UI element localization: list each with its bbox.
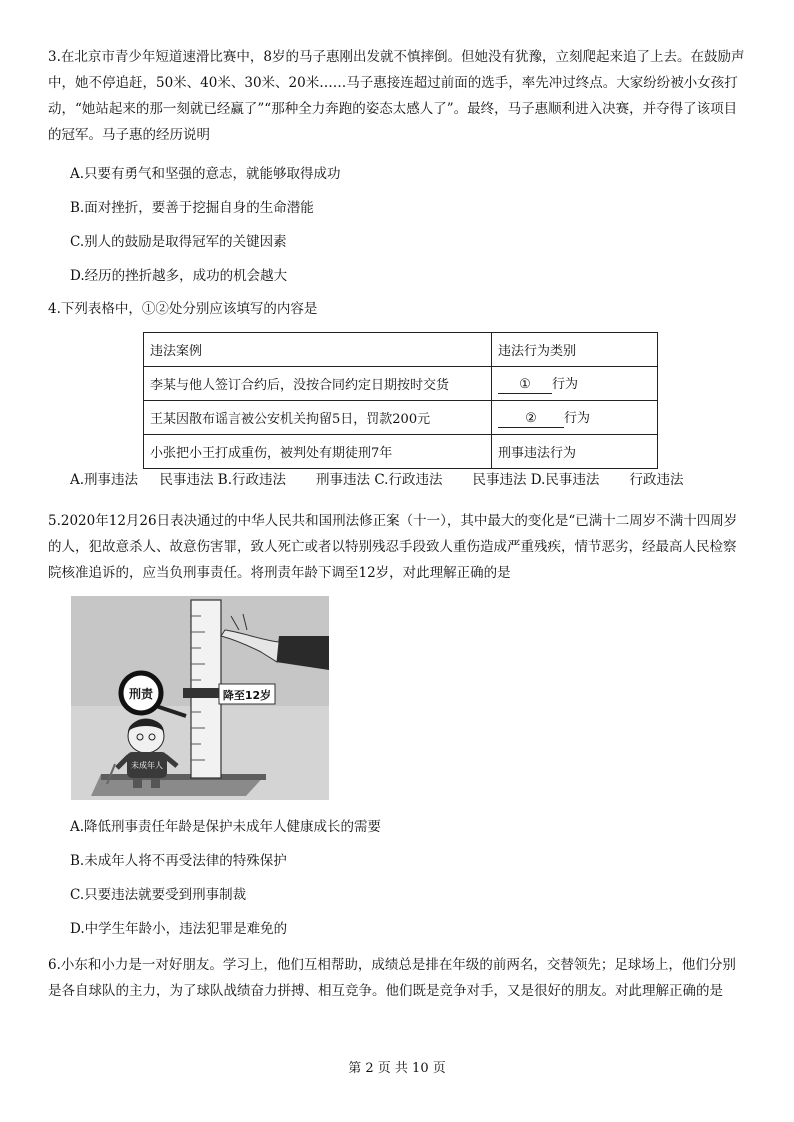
table-row <box>144 367 658 401</box>
blank-1: ① <box>498 377 552 394</box>
q5-cartoon <box>71 596 329 800</box>
blank-1-suffix: 行为 <box>552 377 579 392</box>
q3-option-d: D.经历的挫折越多，成功的机会越大 <box>70 268 288 284</box>
table-cell-case: 王某因散布谣言被公安机关拘留5日，罚款200元 <box>144 401 492 435</box>
ruler-label: 降至12岁 <box>222 689 272 702</box>
q4-options: A.刑事违法 民事违法 B.行政违法 刑事违法 C.行政违法 民事违法 D.民事违法 行政违法 <box>70 472 684 488</box>
blank-2-suffix: 行为 <box>564 411 591 426</box>
page-number: 第 2 页 共 10 页 <box>348 1061 446 1076</box>
boy-label: 未成年人 <box>131 761 163 770</box>
q5-option-b: B.未成年人将不再受法律的特殊保护 <box>70 853 287 869</box>
table-cell-type <box>492 401 658 435</box>
q3-stem: 3.在北京市青少年短道速滑比赛中，8岁的马子惠刚出发就不慎摔倒。但她没有犹豫，立刻爬起来追了上去。在鼓励声中，她不停追赶，50米、40米、30米、20米……马子惠接连超过前面的选手，率先冲过终点。大家纷纷被小女孩打动，“她站起来的那一刻就已经赢了”“那种全力奔跑的姿态太感人了”。最终，马子惠顺利进入决赛，并夺得了该项目的冠军。马子惠的经历说明 <box>48 49 745 143</box>
table-cell-case: 小张把小王打成重伤，被判处有期徒刑7年 <box>144 435 492 469</box>
cartoon-illustration <box>71 596 329 800</box>
table-cell-case: 李某与他人签订合约后，没按合同约定日期按时交货 <box>144 367 492 401</box>
q3-option-c: C.别人的鼓励是取得冠军的关键因素 <box>70 234 287 250</box>
q6-stem: 6.小东和小力是一对好朋友。学习上，他们互相帮助，成绩总是排在年级的前两名，交替领先；足球场上，他们分别是各自球队的主力，为了球队战绩奋力拼搏、相互竞争。他们既是竞争对手，又是很好的朋友。对此理解正确的是 <box>48 957 736 999</box>
q5-option-d: D.中学生年龄小，违法犯罪是难免的 <box>70 921 288 937</box>
q3-option-a: A.只要有勇气和坚强的意志，就能够取得成功 <box>70 166 341 182</box>
q5-option-a: A.降低刑事责任年龄是保护未成年人健康成长的需要 <box>70 819 382 835</box>
q4-table <box>143 332 658 469</box>
table-header-row <box>144 333 658 367</box>
q5-stem: 5.2020年12月26日表决通过的中华人民共和国刑法修正案（十一），其中最大的变化是“已满十二周岁不满十四周岁的人，犯故意杀人、故意伤害罪，致人死亡或者以特别残忍手段致人重伤造成严重残疾，情节恶劣，经最高人民检察院核准追诉的，应当负刑事责任。将刑责年龄下调至12岁，对此理解正确的是 <box>48 513 738 581</box>
magnifier-label: 刑责 <box>128 687 154 701</box>
table-header-type: 违法行为类别 <box>492 333 658 367</box>
q3-option-b: B.面对挫折，要善于挖掘自身的生命潜能 <box>70 200 314 216</box>
table-row <box>144 401 658 435</box>
blank-2: ② <box>498 411 564 428</box>
q5-option-c: C.只要违法就要受到刑事制裁 <box>70 887 247 903</box>
table-header-case: 违法案例 <box>144 333 492 367</box>
table-row <box>144 435 658 469</box>
q4-stem: 4.下列表格中，①②处分别应该填写的内容是 <box>48 301 318 317</box>
table-cell-type <box>492 367 658 401</box>
table-cell-type: 刑事违法行为 <box>492 435 658 469</box>
